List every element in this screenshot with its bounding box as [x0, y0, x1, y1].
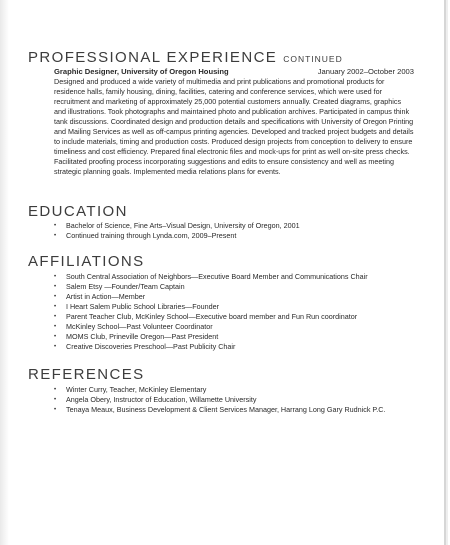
references-heading: REFERENCES: [28, 366, 145, 383]
affiliation-item: • McKinley School—Past Volunteer Coordinator: [54, 322, 424, 332]
affiliation-item: • Parent Teacher Club, McKinley School—Executive board member and Fun Run coordinator: [54, 312, 424, 322]
affiliation-item: • MOMS Club, Prineville Oregon—Past President: [54, 332, 424, 342]
affiliations-list: [54, 272, 424, 352]
reference-item: • Tenaya Meaux, Business Development & Client Services Manager, Harrang Long Gary Rudnick P.C.: [54, 405, 424, 415]
continued-label: CONTINUED: [283, 54, 343, 64]
affiliations-heading: AFFILIATIONS: [28, 253, 145, 270]
education-heading: EDUCATION: [28, 203, 128, 220]
education-list: [54, 221, 424, 241]
job-title: Graphic Designer, University of Oregon Housing: [54, 67, 229, 76]
experience-heading: [28, 49, 343, 66]
job-header: [54, 67, 414, 77]
education-item: • Bachelor of Science, Fine Arts–Visual Design, University of Oregon, 2001: [54, 221, 424, 231]
reference-item: • Winter Curry, Teacher, McKinley Elementary: [54, 385, 424, 395]
affiliation-item: • I Heart Salem Public School Libraries—Founder: [54, 302, 424, 312]
education-item: • Continued training through Lynda.com, 2009–Present: [54, 231, 424, 241]
page-edge-shadow: [0, 0, 9, 545]
job-dates: January 2002–October 2003: [317, 67, 414, 76]
reference-item: • Angela Obery, Instructor of Education, Willamette University: [54, 395, 424, 405]
affiliation-item: • Artist in Action—Member: [54, 292, 424, 302]
affiliation-item: • South Central Association of Neighbors—Executive Board Member and Communications Chair: [54, 272, 424, 282]
affiliation-item: • Creative Discoveries Preschool—Past Publicity Chair: [54, 342, 424, 352]
job-description: Designed and produced a wide variety of multimedia and print publications and promotional products for residence halls, family housing, dining, facilities, catering and conference services, which were used for recruitment and marketing of approximately 25,000 potential customers annually. Created diagrams, graphics and illustrations. Took photographs and maintained photo and publication archives. Participated in campus think tank discussions. Coordinated design and production details and specifications with University of Oregon Printing and Mailing Services as well as off-campus printing agencies. Developed and tracked project budgets and details to include materials, timing and production costs. Produced design projects from conception to delivery to ensure timeliness and cost efficiency. Prepared final electronic files and mock-ups for print as well on-site press checks. Facilitated proofing process incorporating suggestions and edits to ensure consistency and well as meeting strategic planning goals. Implemented media relations plans for events.: [54, 77, 414, 176]
experience-heading-text: PROFESSIONAL EXPERIENCE: [28, 49, 278, 66]
references-list: [54, 385, 424, 415]
affiliation-item: • Salem Etsy —Founder/Team Captain: [54, 282, 424, 292]
